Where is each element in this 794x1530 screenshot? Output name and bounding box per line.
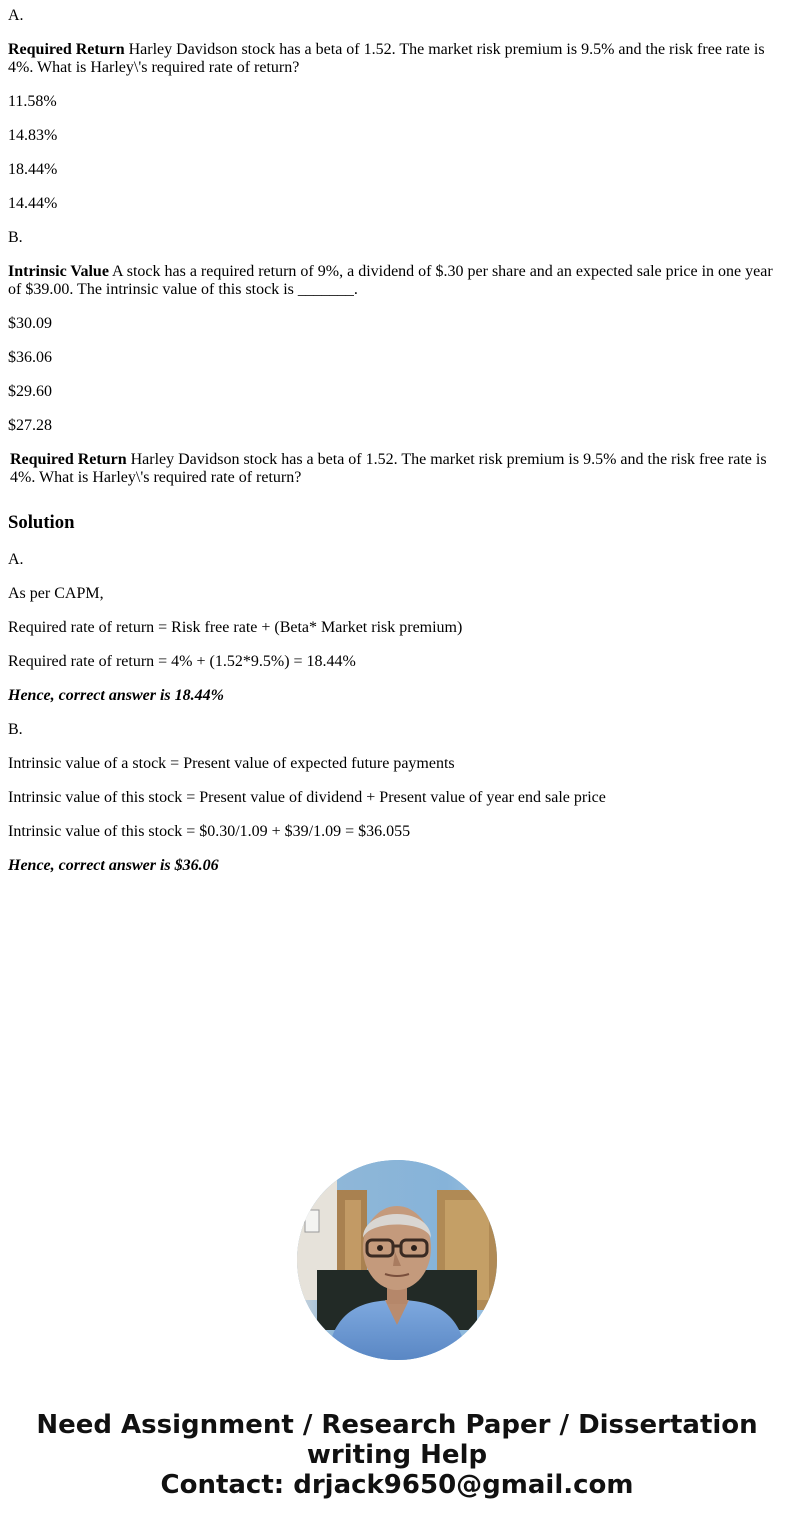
solution-a-line-2: Required rate of return = Risk free rate + (Beta* Market risk premium) xyxy=(8,619,463,636)
solution-a-label: A. xyxy=(8,551,24,568)
question-a-option-2: 14.83% xyxy=(8,127,58,144)
solution-heading: Solution xyxy=(8,512,75,533)
question-b-text xyxy=(8,263,786,299)
solution-a-line-1: As per CAPM, xyxy=(8,585,104,602)
question-b-option-3: $29.60 xyxy=(8,383,52,400)
repeated-question-body: Harley Davidson stock has a beta of 1.52. The market risk premium is 9.5% and the risk free rate is 4%. What is Harley\'s required rate of return? xyxy=(10,451,767,486)
repeated-question xyxy=(10,451,784,487)
question-b-option-4: $27.28 xyxy=(8,417,52,434)
solution-b-label: B. xyxy=(8,721,23,738)
solution-b-answer: Hence, correct answer is $36.06 xyxy=(8,857,219,874)
promo-section xyxy=(0,1160,794,1500)
question-b-label: B. xyxy=(8,229,23,246)
promo-text xyxy=(0,1410,794,1500)
promo-line-1: Need Assignment / Research Paper / Dissertation writing Help xyxy=(36,1410,758,1470)
question-b-title: Intrinsic Value xyxy=(8,263,109,280)
repeated-question-title: Required Return xyxy=(10,451,127,468)
question-b-body: A stock has a required return of 9%, a dividend of $.30 per share and an expected sale price in one year of $39.00. The intrinsic value of this stock is _______. xyxy=(8,263,773,298)
author-portrait-illustration xyxy=(297,1160,497,1360)
solution-b-line-2: Intrinsic value of this stock = Present value of dividend + Present value of year end sale price xyxy=(8,789,606,806)
question-b-option-1: $30.09 xyxy=(8,315,52,332)
question-a-option-3: 18.44% xyxy=(8,161,58,178)
question-a-text xyxy=(8,41,786,77)
question-a-option-1: 11.58% xyxy=(8,93,57,110)
question-a-title: Required Return xyxy=(8,41,125,58)
question-a-body: Harley Davidson stock has a beta of 1.52. The market risk premium is 9.5% and the risk free rate is 4%. What is Harley\'s required rate of return? xyxy=(8,41,765,76)
solution-a-answer: Hence, correct answer is 18.44% xyxy=(8,687,224,704)
document-body xyxy=(0,7,794,875)
solution-b-line-1: Intrinsic value of a stock = Present value of expected future payments xyxy=(8,755,455,772)
question-a-label: A. xyxy=(8,7,24,24)
question-a-option-4: 14.44% xyxy=(8,195,58,212)
solution-a-line-3: Required rate of return = 4% + (1.52*9.5%) = 18.44% xyxy=(8,653,356,670)
solution-b-line-3: Intrinsic value of this stock = $0.30/1.09 + $39/1.09 = $36.055 xyxy=(8,823,411,840)
promo-contact: Contact: drjack9650@gmail.com xyxy=(160,1470,634,1500)
question-b-option-2: $36.06 xyxy=(8,349,52,366)
author-avatar xyxy=(297,1160,497,1360)
